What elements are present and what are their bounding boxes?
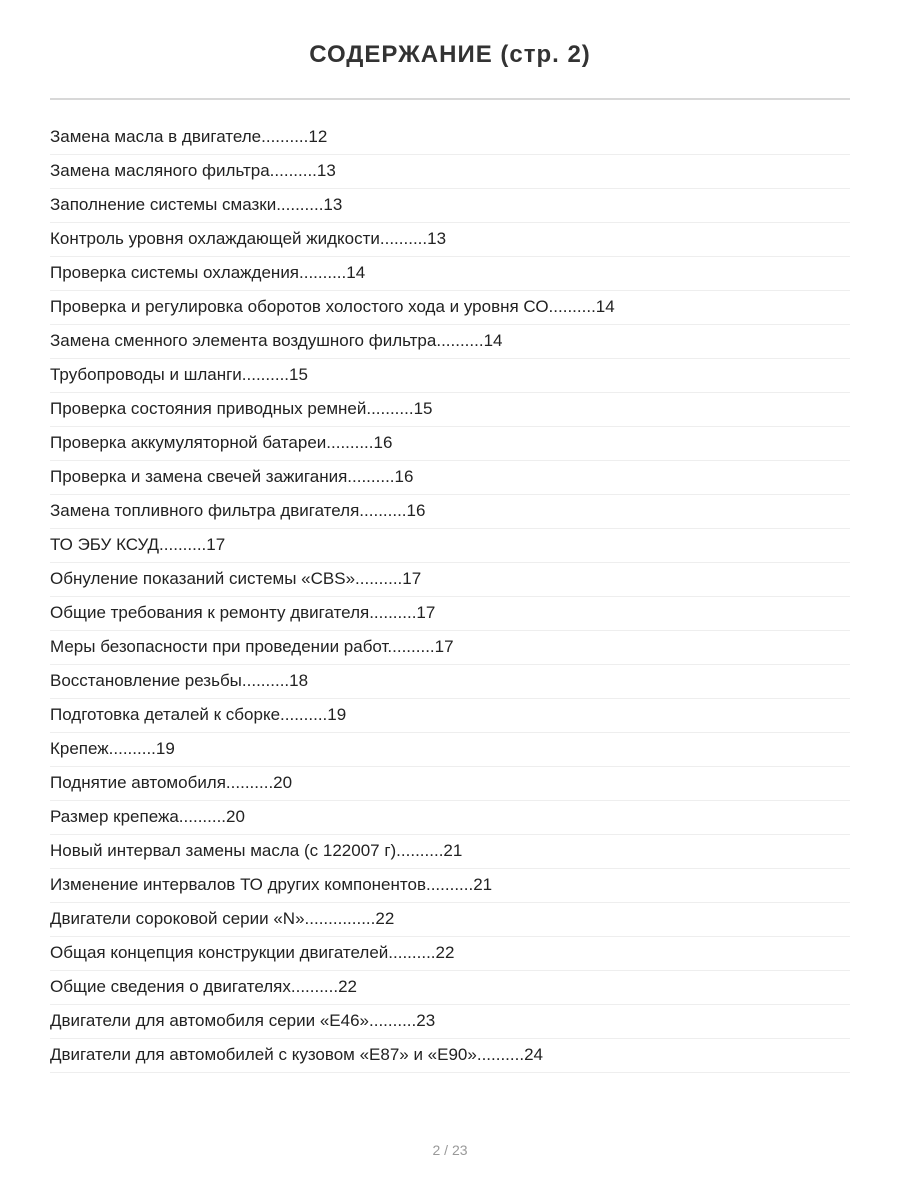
toc-entry-text[interactable]: Проверка и замена свечей зажигания..........16 bbox=[50, 467, 414, 486]
toc-item[interactable] bbox=[50, 971, 850, 1005]
toc-entry-text[interactable]: Обнуление показаний системы «CBS»..........17 bbox=[50, 569, 422, 588]
toc-entry-text[interactable]: Размер крепежа..........20 bbox=[50, 807, 245, 826]
title-divider bbox=[50, 98, 850, 100]
toc-entry-text[interactable]: Поднятие автомобиля..........20 bbox=[50, 773, 293, 792]
toc-entry-text[interactable]: Общие требования к ремонту двигателя..........17 bbox=[50, 603, 436, 622]
toc-item[interactable] bbox=[50, 121, 850, 155]
toc-item[interactable] bbox=[50, 699, 850, 733]
toc-item[interactable] bbox=[50, 563, 850, 597]
toc-item[interactable] bbox=[50, 801, 850, 835]
toc-entry-text[interactable]: Заполнение системы смазки..........13 bbox=[50, 195, 343, 214]
toc-item[interactable] bbox=[50, 291, 850, 325]
toc-entry-text[interactable]: Проверка системы охлаждения..........14 bbox=[50, 263, 366, 282]
toc-entry-text[interactable]: Проверка и регулировка оборотов холостого хода и уровня СО..........14 bbox=[50, 297, 615, 316]
toc-entry-text[interactable]: Подготовка деталей к сборке..........19 bbox=[50, 705, 347, 724]
toc-entry-text[interactable]: Крепеж..........19 bbox=[50, 739, 175, 758]
page-title: СОДЕРЖАНИЕ (стр. 2) bbox=[309, 41, 591, 68]
toc-item[interactable] bbox=[50, 937, 850, 971]
table-of-contents bbox=[50, 121, 850, 1073]
toc-entry-text[interactable]: Контроль уровня охлаждающей жидкости..........13 bbox=[50, 229, 447, 248]
toc-entry-text[interactable]: Двигатели для автомобилей с кузовом «Е87» и «Е90»..........24 bbox=[50, 1045, 543, 1064]
toc-entry-text[interactable]: Меры безопасности при проведении работ..........17 bbox=[50, 637, 454, 656]
toc-entry-text[interactable]: Восстановление резьбы..........18 bbox=[50, 671, 309, 690]
toc-item[interactable] bbox=[50, 767, 850, 801]
toc-item[interactable] bbox=[50, 529, 850, 563]
toc-entry-text[interactable]: Замена масляного фильтра..........13 bbox=[50, 161, 336, 180]
toc-entry-text[interactable]: Трубопроводы и шланги..........15 bbox=[50, 365, 308, 384]
toc-item[interactable] bbox=[50, 189, 850, 223]
toc-item[interactable] bbox=[50, 427, 850, 461]
page-number-indicator: 2 / 23 bbox=[432, 1142, 468, 1158]
toc-entry-text[interactable]: Общие сведения о двигателях..........22 bbox=[50, 977, 358, 996]
toc-entry-text[interactable]: Проверка аккумуляторной батареи..........16 bbox=[50, 433, 393, 452]
toc-item[interactable] bbox=[50, 1039, 850, 1073]
toc-item[interactable] bbox=[50, 835, 850, 869]
toc-item[interactable] bbox=[50, 155, 850, 189]
toc-item[interactable] bbox=[50, 461, 850, 495]
toc-entry-text[interactable]: Замена сменного элемента воздушного фильтра..........14 bbox=[50, 331, 503, 350]
document-page bbox=[50, 0, 850, 1200]
toc-entry-text[interactable]: Замена масла в двигателе..........12 bbox=[50, 127, 328, 146]
toc-item[interactable] bbox=[50, 597, 850, 631]
toc-item[interactable] bbox=[50, 325, 850, 359]
toc-entry-text[interactable]: ТО ЭБУ КСУД..........17 bbox=[50, 535, 226, 554]
toc-item[interactable] bbox=[50, 1005, 850, 1039]
toc-entry-text[interactable]: Изменение интервалов ТО других компонентов..........21 bbox=[50, 875, 493, 894]
toc-entry-text[interactable]: Двигатели для автомобиля серии «Е46»..........23 bbox=[50, 1011, 436, 1030]
toc-entry-text[interactable]: Проверка состояния приводных ремней..........15 bbox=[50, 399, 433, 418]
toc-entry-text[interactable]: Новый интервал замены масла (с 122007 г)..........21 bbox=[50, 841, 463, 860]
toc-item[interactable] bbox=[50, 359, 850, 393]
toc-item[interactable] bbox=[50, 223, 850, 257]
toc-item[interactable] bbox=[50, 733, 850, 767]
toc-item[interactable] bbox=[50, 869, 850, 903]
toc-entry-text[interactable]: Двигатели сороковой серии «N»...............22 bbox=[50, 909, 395, 928]
toc-item[interactable] bbox=[50, 665, 850, 699]
toc-item[interactable] bbox=[50, 495, 850, 529]
toc-entry-text[interactable]: Общая концепция конструкции двигателей..........22 bbox=[50, 943, 455, 962]
toc-entry-text[interactable]: Замена топливного фильтра двигателя..........16 bbox=[50, 501, 426, 520]
toc-item[interactable] bbox=[50, 903, 850, 937]
toc-item[interactable] bbox=[50, 257, 850, 291]
toc-item[interactable] bbox=[50, 631, 850, 665]
toc-item[interactable] bbox=[50, 393, 850, 427]
